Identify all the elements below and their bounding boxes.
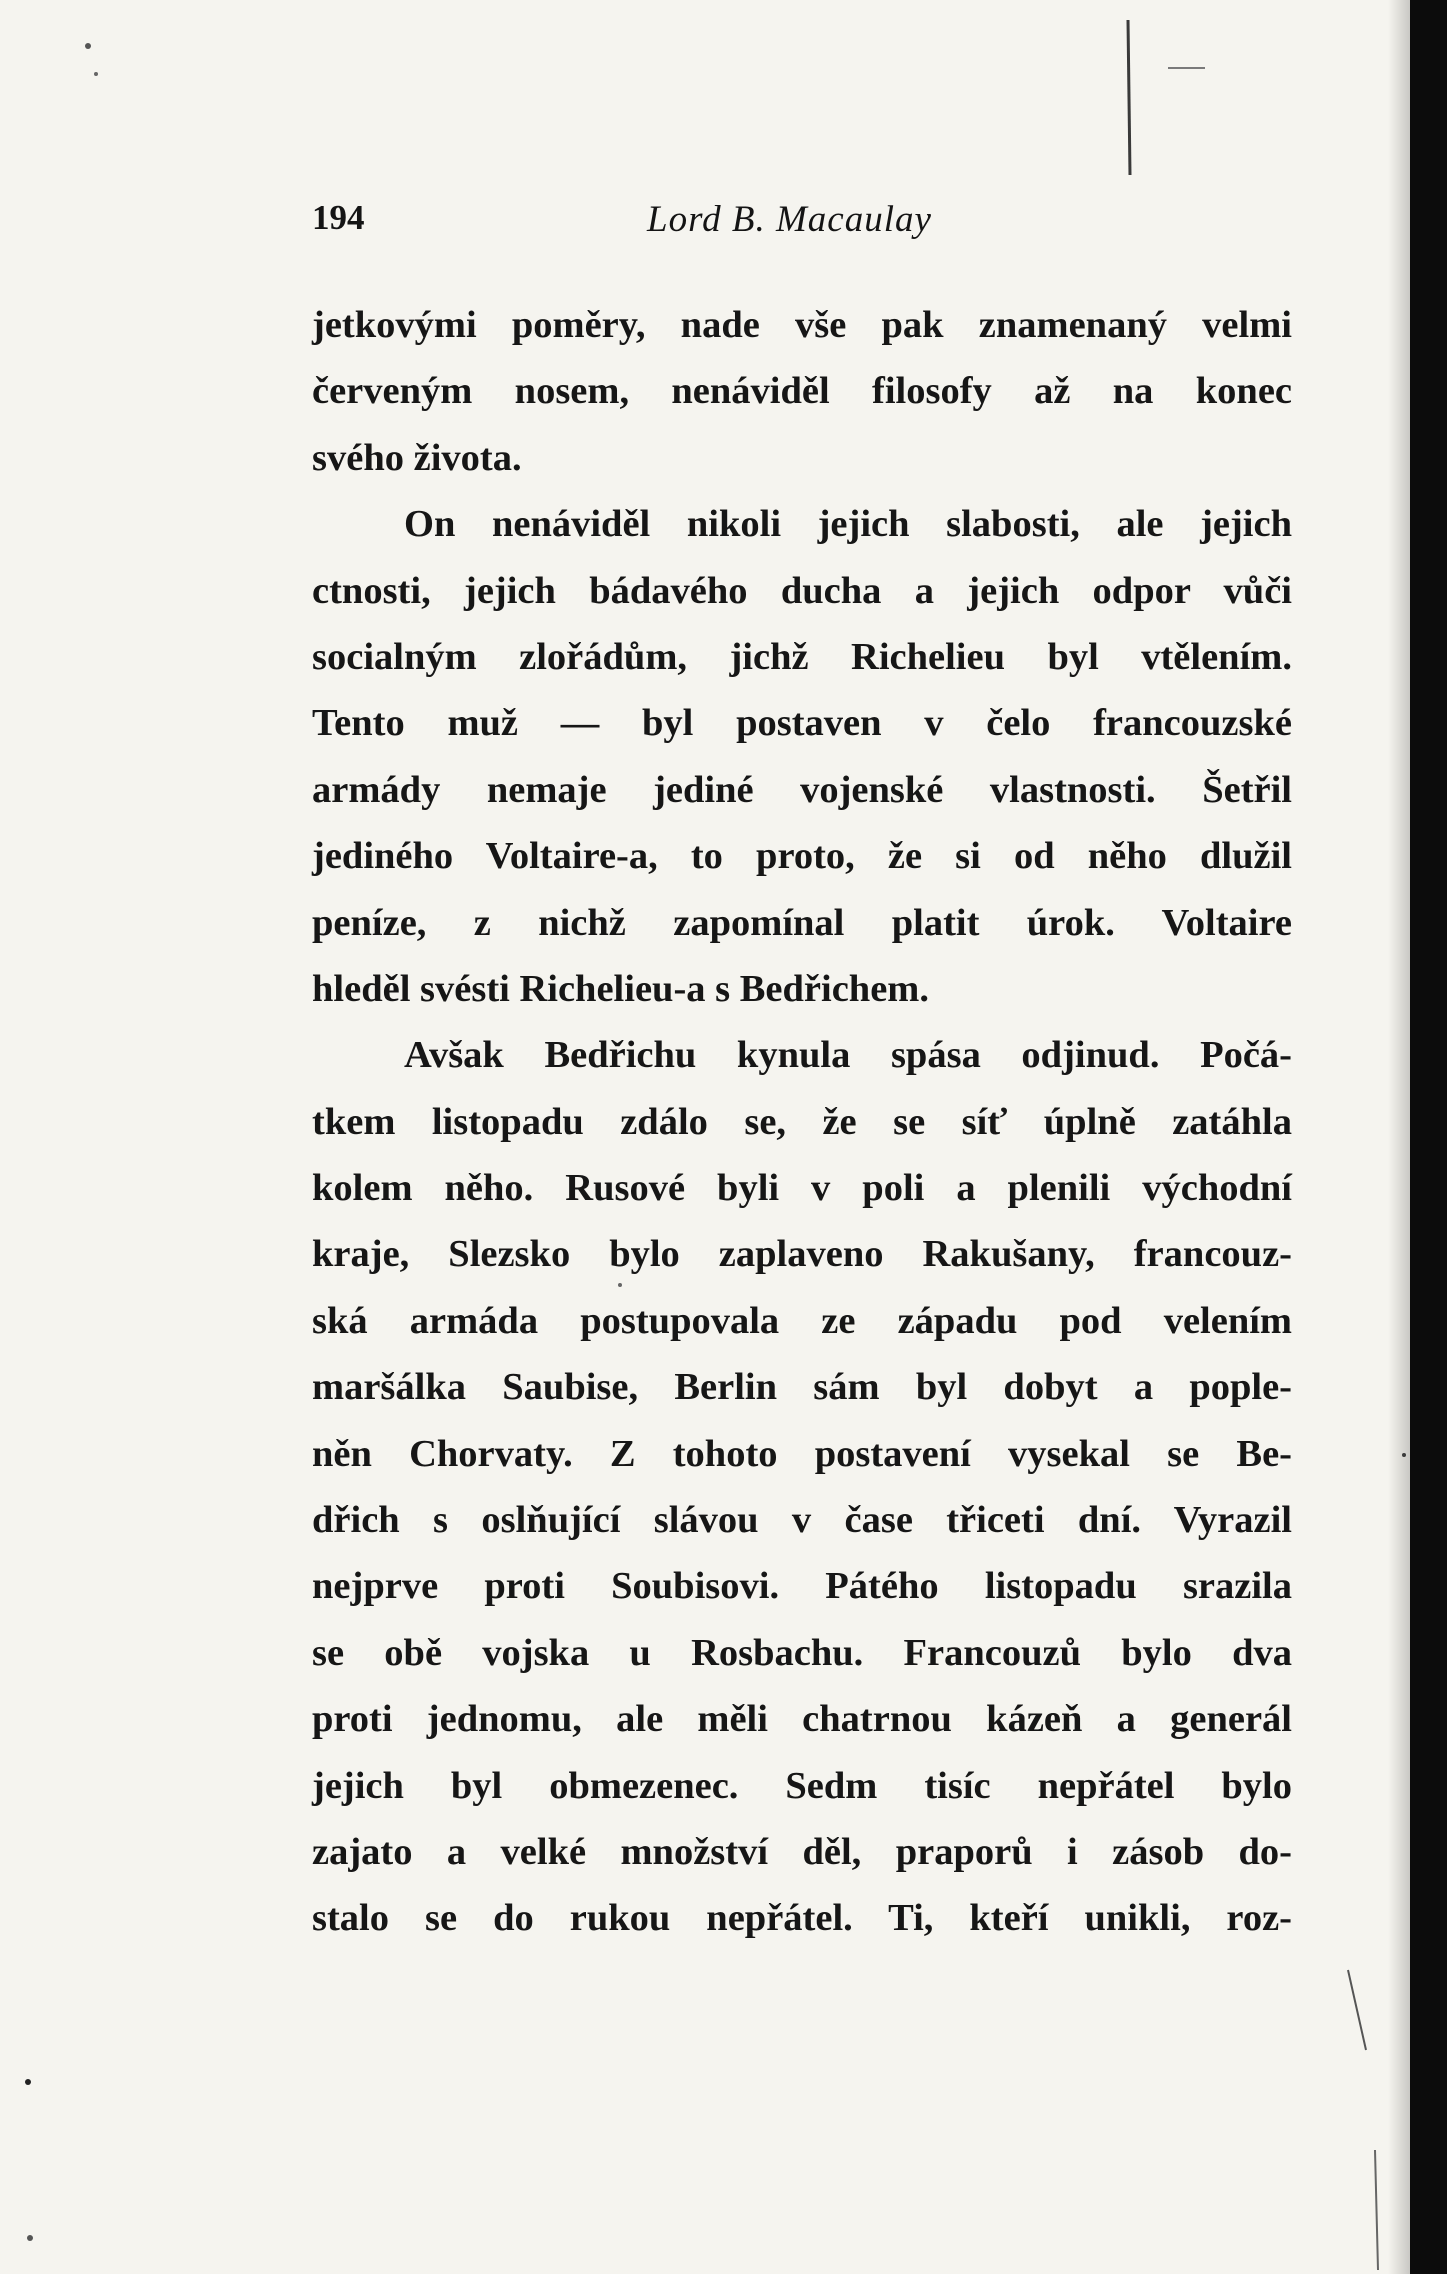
text-line: jejich byl obmezenec. Sedm tisíc nepřátel bylo (312, 1764, 1292, 1807)
text-line: ctnosti, jejich bádavého ducha a jejich odpor vůči (312, 569, 1292, 612)
text-line: tkem listopadu zdálo se, že se síť úplně zatáhla (312, 1100, 1292, 1143)
text-line: dřich s oslňující slávou v čase třiceti dní. Vyrazil (312, 1499, 1292, 1542)
text-line: něn Chorvaty. Z tohoto postavení vysekal se Be- (312, 1432, 1292, 1475)
scan-artifact-line (1375, 2150, 1378, 2270)
text-line: kraje, Slezsko bylo zaplaveno Rakušany, francouz- (312, 1233, 1292, 1276)
scan-artifact-line (1128, 20, 1130, 175)
text-line: nejprve proti Soubisovi. Pátého listopadu srazila (312, 1565, 1292, 1608)
text-line: Avšak Bedřichu kynula spása odjinud. Počá- (404, 1034, 1292, 1077)
scan-artifact-dot (27, 2235, 33, 2241)
text-line: socialným zlořádům, jichž Richelieu byl vtělením. (312, 635, 1292, 678)
text-line: Tento muž — byl postaven v čelo francouzské (312, 702, 1292, 745)
paragraph (312, 1022, 1292, 1951)
body-text (312, 292, 1292, 1952)
text-line: červeným nosem, nenáviděl filosofy až na konec (312, 370, 1292, 413)
paragraph (312, 292, 1292, 491)
text-line: hleděl svésti Richelieu-a s Bedřichem. (312, 967, 929, 1010)
text-line: kolem něho. Rusové byli v poli a plenili východní (312, 1167, 1292, 1210)
scan-artifact-dot (25, 2079, 31, 2085)
running-head: Lord B. Macaulay (647, 199, 932, 240)
scan-artifact-dot (85, 43, 91, 49)
scan-artifact-dot (94, 72, 98, 76)
text-line: maršálka Saubise, Berlin sám byl dobyt a pople- (312, 1366, 1292, 1409)
text-line: peníze, z nichž zapomínal platit úrok. Voltaire (312, 901, 1292, 944)
text-line: proti jednomu, ale měli chatrnou kázeň a generál (312, 1698, 1292, 1741)
text-line: svého života. (312, 436, 522, 479)
text-line: zajato a velké množství děl, praporů i zásob do- (312, 1830, 1292, 1873)
scan-border (1410, 0, 1447, 2274)
paragraph (312, 491, 1292, 1022)
text-line: jediného Voltaire-a, to proto, že si od něho dlužil (312, 835, 1292, 878)
page-number: 194 (312, 198, 365, 237)
text-line: se obě vojska u Rosbachu. Francouzů bylo dva (312, 1631, 1292, 1674)
page-header (312, 198, 1292, 248)
page-edge-shadow (1388, 0, 1410, 2274)
text-line: jetkovými poměry, nade vše pak znamenaný velmi (312, 304, 1292, 346)
text-line: On nenáviděl nikoli jejich slabosti, ale jejich (404, 503, 1292, 546)
text-line: ská armáda postupovala ze západu pod velením (312, 1299, 1292, 1342)
text-line: armády nemaje jediné vojenské vlastnosti. Šetřil (312, 768, 1292, 811)
scan-artifact-line (1348, 1970, 1366, 2050)
text-line: stalo se do rukou nepřátel. Ti, kteří unikli, roz- (312, 1897, 1292, 1940)
